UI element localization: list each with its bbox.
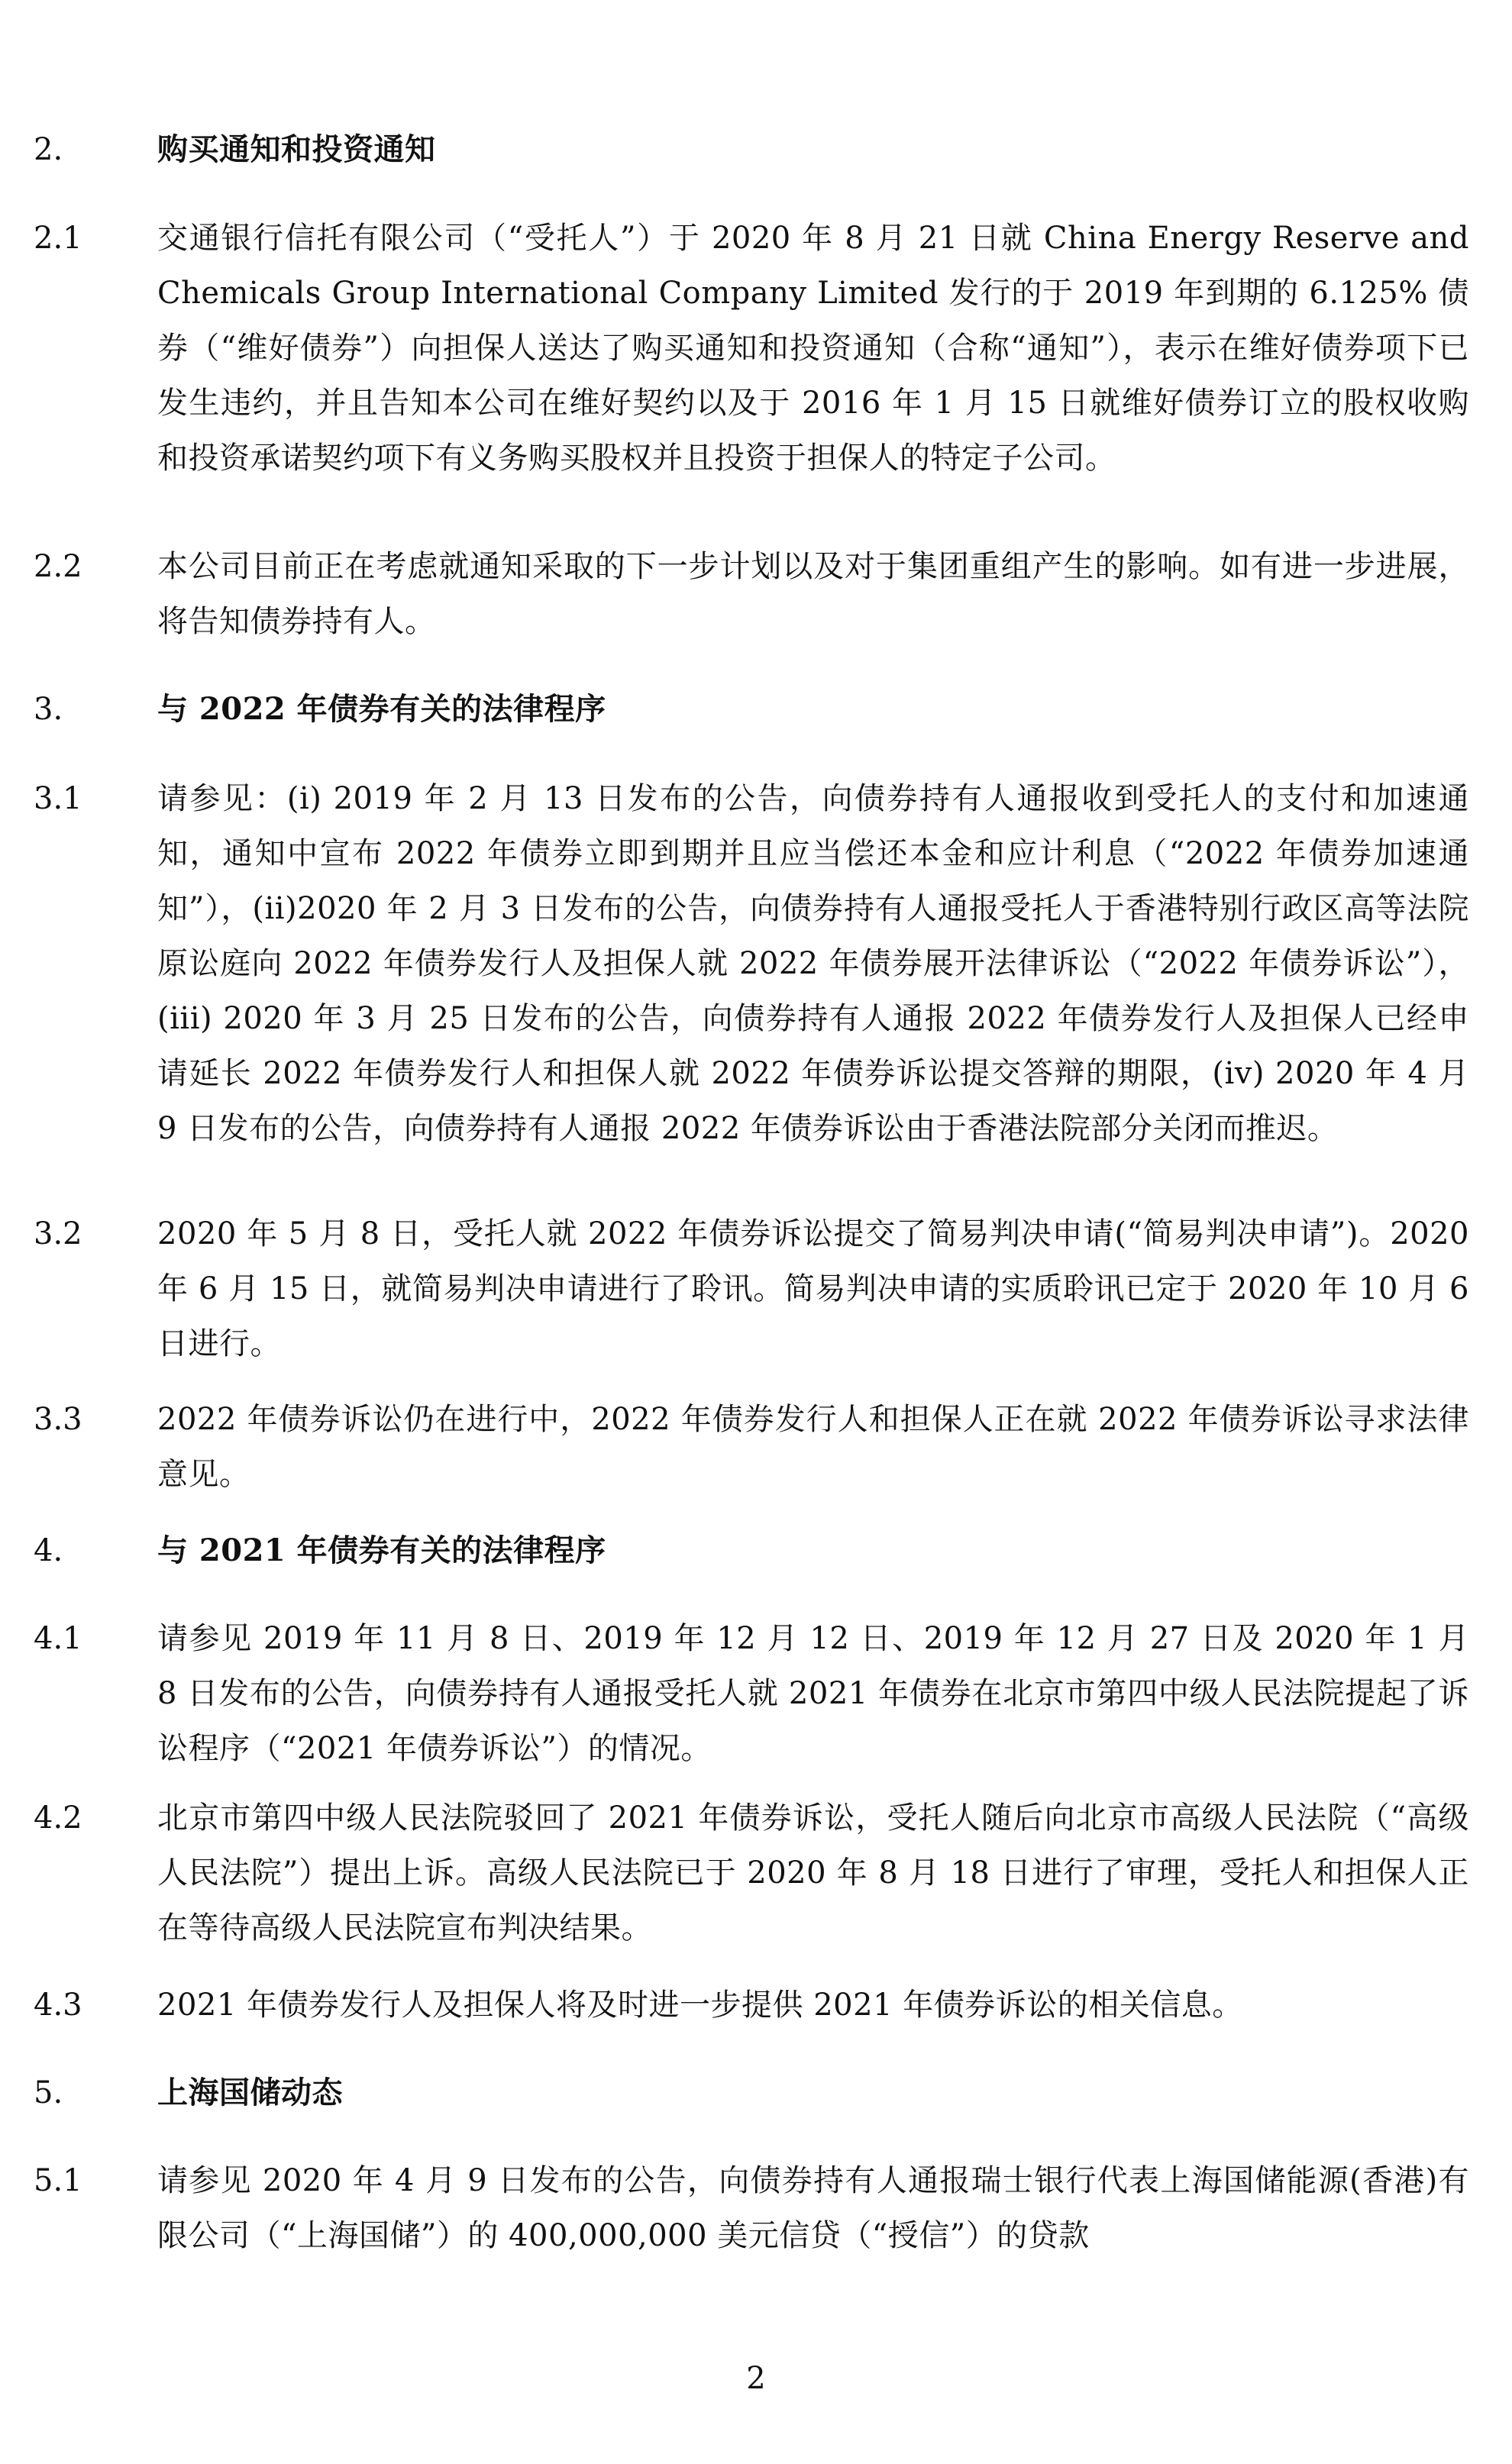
paragraph-text: 北京市第四中级人民法院驳回了 2021 年债券诉讼，受托人随后向北京市高级人民法院（“高级人民法院”）提出上诉。高级人民法院已于 2020 年 8 月 18 日进行了审理，受托人和担保人正在等待高级人民法院宣布判决结果。	[157, 1800, 1469, 1946]
paragraph-text: 请参见 2019 年 11 月 8 日、2019 年 12 月 12 日、2019 年 12 月 27 日及 2020 年 1 月 8 日发布的公告，向债券持有人通报受托人就 2021 年债券在北京市第四中级人民法院提起了诉讼程序（“2021 年债券诉讼”）的情况。	[157, 1621, 1469, 1766]
paragraph-text: 2022 年债券诉讼仍在进行中，2022 年债券发行人和担保人正在就 2022 年债券诉讼寻求法律意见。	[157, 1402, 1469, 1492]
section-heading: 上海国储动态	[157, 2075, 343, 2110]
paragraph-number: 2.1	[34, 221, 82, 256]
paragraph-text: 2020 年 5 月 8 日，受托人就 2022 年债券诉讼提交了简易判决申请(“简易判决申请”)。2020 年 6 月 15 日，就简易判决申请进行了聆讯。简易判决申请的实质聆讯已定于 2020 年 10 月 6 日进行。	[157, 1216, 1469, 1361]
paragraph-text: 请参见：(i) 2019 年 2 月 13 日发布的公告，向债券持有人通报收到受托人的支付和加速通知，通知中宣布 2022 年债券立即到期并且应当偿还本金和应计利息（“2022 年债券加速通知”），(ii)2020 年 2 月 3 日发布的公告，向债券持有人通报受托人于香港特别行政区高等法院原讼庭向 2022 年债券发行人及担保人就 2022 年债券展开法律诉讼（“2022 年债券诉讼”），(iii) 2020 年 3 月 25 日发布的公告，向债券持有人通报 2022 年债券发行人及担保人已经申请延长 2022 年债券发行人和担保人就 2022 年债券诉讼提交答辩的期限，(iv) 2020 年 4 月 9 日发布的公告，向债券持有人通报 2022 年债券诉讼由于香港法院部分关闭而推迟。	[157, 781, 1469, 1146]
paragraph-number: 4.3	[34, 1988, 82, 2023]
paragraph-number: 4.2	[34, 1800, 82, 1836]
paragraph-text: 请参见 2020 年 4 月 9 日发布的公告，向债券持有人通报瑞士银行代表上海国储能源(香港)有限公司（“上海国储”）的 400,000,000 美元信贷（“授信”）的贷款	[157, 2163, 1469, 2253]
section-heading: 与 2021 年债券有关的法律程序	[157, 1532, 606, 1568]
section-heading: 与 2022 年债券有关的法律程序	[157, 691, 606, 727]
paragraph-number: 2.2	[34, 549, 82, 584]
paragraph-number: 5.1	[34, 2163, 82, 2198]
section-number: 3.	[34, 692, 63, 727]
paragraph-number: 3.3	[34, 1402, 82, 1437]
section-number: 2.	[34, 132, 63, 167]
section-number: 5.	[34, 2075, 63, 2110]
paragraph-number: 3.2	[34, 1216, 82, 1251]
paragraph-number: 4.1	[34, 1621, 82, 1656]
section-heading: 购买通知和投资通知	[157, 131, 436, 167]
page-number: 2	[746, 2361, 766, 2396]
paragraph-text: 交通银行信托有限公司（“受托人”）于 2020 年 8 月 21 日就 China Energy Reserve and Chemicals Group International Company Limited 发行的于 2019 年到期的 6.125% 债券（“维好债券”）向担保人送达了购买通知和投资通知（合称“通知”），表示在维好债券项下已发生违约，并且告知本公司在维好契约以及于 2016 年 1 月 15 日就维好债券订立的股权收购和投资承诺契约项下有义务购买股权并且投资于担保人的特定子公司。	[157, 221, 1469, 476]
paragraph-text: 2021 年债券发行人及担保人将及时进一步提供 2021 年债券诉讼的相关信息。	[157, 1988, 1243, 2023]
section-number: 4.	[34, 1533, 63, 1568]
paragraph-number: 3.1	[34, 781, 82, 816]
paragraph-text: 本公司目前正在考虑就通知采取的下一步计划以及对于集团重组产生的影响。如有进一步进展，将告知债券持有人。	[157, 549, 1469, 639]
